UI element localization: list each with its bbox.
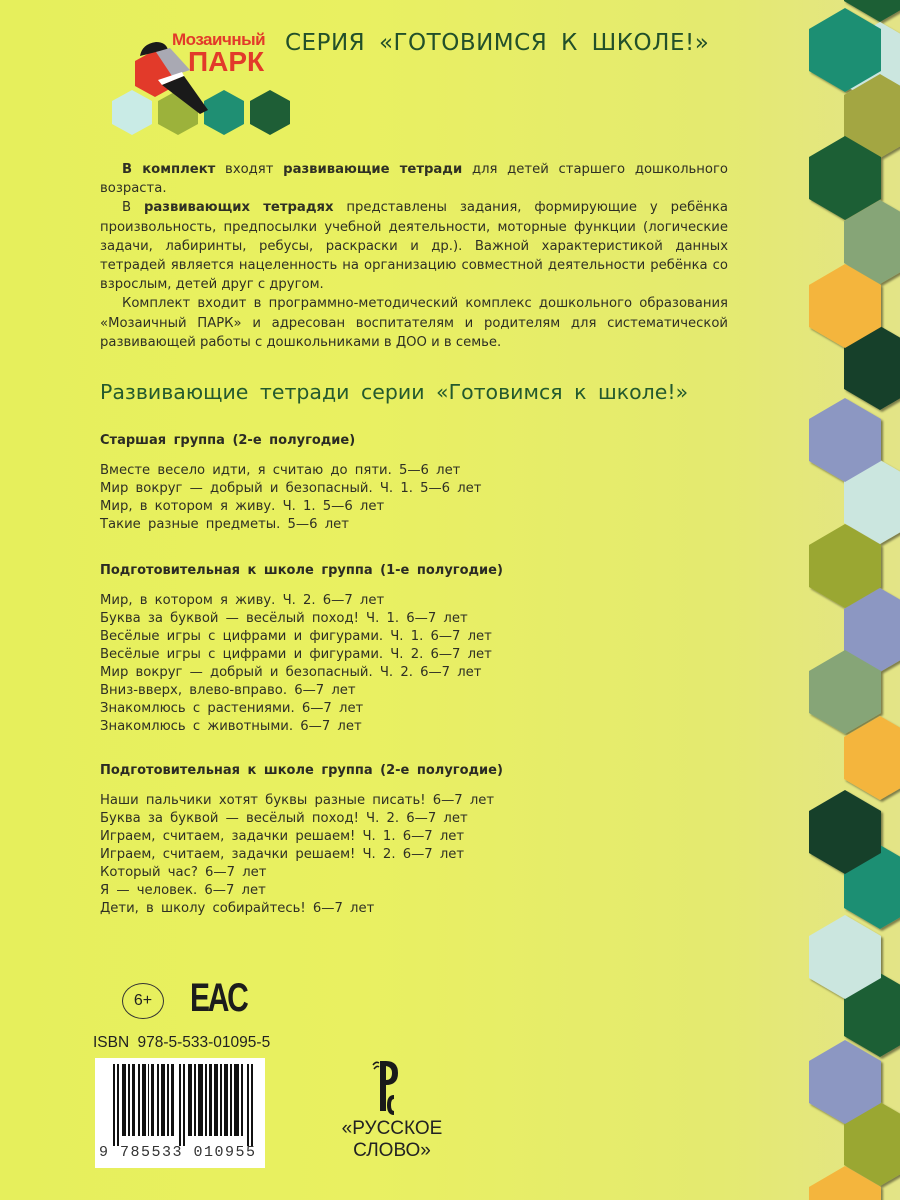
- isbn-text: ISBN 978-5-533-01095-5: [93, 1034, 271, 1051]
- list-item: Вместе весело идти, я считаю до пяти. 5—6 лет: [100, 463, 461, 478]
- list-item: Мир, в котором я живу. Ч. 2. 6—7 лет: [100, 593, 385, 608]
- list-item: Весёлые игры с цифрами и фигурами. Ч. 1. 6—7 лет: [100, 629, 492, 644]
- list-item: Мир вокруг — добрый и безопасный. Ч. 1. 5—6 лет: [100, 481, 482, 496]
- barcode-digits: 9 785533 010955: [99, 1144, 257, 1161]
- intro-paragraph-2: В развивающих тетрадях представлены задания, формирующие у ребёнка произвольность, предпосылки учебной деятельности, моторные функции (логические задачи, лабиринты, ребусы, раскраски и др.). Важной характеристикой данных тетрадей является нацеленность на организацию совместной деятельности ребёнка со взрослым, детей друг с другом.: [100, 200, 729, 293]
- series-title: СЕРИЯ «ГОТОВИМСЯ К ШКОЛЕ!»: [285, 30, 710, 56]
- russkoe-slovo-logo-icon: [370, 1055, 410, 1120]
- list-item: Весёлые игры с цифрами и фигурами. Ч. 2. 6—7 лет: [100, 647, 492, 662]
- list-item: Вниз-вверх, влево-вправо. 6—7 лет: [100, 683, 356, 698]
- age-rating-badge: 6+: [122, 983, 164, 1019]
- intro-paragraph-1: В комплект входят развивающие тетради для детей старшего дошкольного возраста.: [100, 162, 728, 197]
- list-item: Играем, считаем, задачки решаем! Ч. 1. 6—7 лет: [100, 829, 465, 844]
- intro-paragraph-3: Комплект входит в программно-методический комплекс дошкольного образования «Мозаичный ПАРК» и адресован воспитателям и родителям для систематической развивающей работы с дошкольниками в ДОО и в семье.: [100, 296, 728, 350]
- barcode: [95, 1058, 265, 1168]
- list-item: Который час? 6—7 лет: [100, 865, 267, 880]
- barcode-bars-icon: [113, 1064, 253, 1146]
- logo-text-park: ПАРК: [188, 46, 265, 77]
- list-item: Мир вокруг — добрый и безопасный. Ч. 2. 6—7 лет: [100, 665, 482, 680]
- group-title: Подготовительная к школе группа (2-е полугодие): [100, 763, 503, 778]
- catalog-group-prep-1: [100, 563, 700, 736]
- intro-text: [100, 160, 728, 352]
- list-item: Наши пальчики хотят буквы разные писать! 6—7 лет: [100, 793, 495, 808]
- hexagon-strip-decoration: [780, 0, 900, 1200]
- list-item: Дети, в школу собирайтесь! 6—7 лет: [100, 901, 375, 916]
- publisher-name: «РУССКОЕ СЛОВО»: [341, 1118, 443, 1161]
- logo-text-mozaichny: Мозаичный: [172, 30, 266, 49]
- list-item: Такие разные предметы. 5—6 лет: [100, 517, 349, 532]
- group-title: Подготовительная к школе группа (1-е полугодие): [100, 563, 503, 578]
- catalog-title: Развивающие тетради серии «Готовимся к школе!»: [100, 380, 689, 404]
- list-item: Знакомлюсь с животными. 6—7 лет: [100, 719, 362, 734]
- list-item: Буква за буквой — весёлый поход! Ч. 2. 6—7 лет: [100, 811, 468, 826]
- eac-certification-mark: EAC: [190, 976, 247, 1020]
- catalog-group-senior: [100, 433, 700, 534]
- list-item: Играем, считаем, задачки решаем! Ч. 2. 6—7 лет: [100, 847, 465, 862]
- logo-hex-4: [250, 90, 290, 135]
- list-item: Мир, в котором я живу. Ч. 1. 5—6 лет: [100, 499, 385, 514]
- logo-hex-3: [204, 90, 244, 135]
- group-title: Старшая группа (2-е полугодие): [100, 433, 356, 448]
- list-item: Я — человек. 6—7 лет: [100, 883, 266, 898]
- catalog-group-prep-2: [100, 763, 700, 918]
- list-item: Буква за буквой — весёлый поход! Ч. 1. 6—7 лет: [100, 611, 468, 626]
- list-item: Знакомлюсь с растениями. 6—7 лет: [100, 701, 364, 716]
- logo-hex-1: [112, 90, 152, 135]
